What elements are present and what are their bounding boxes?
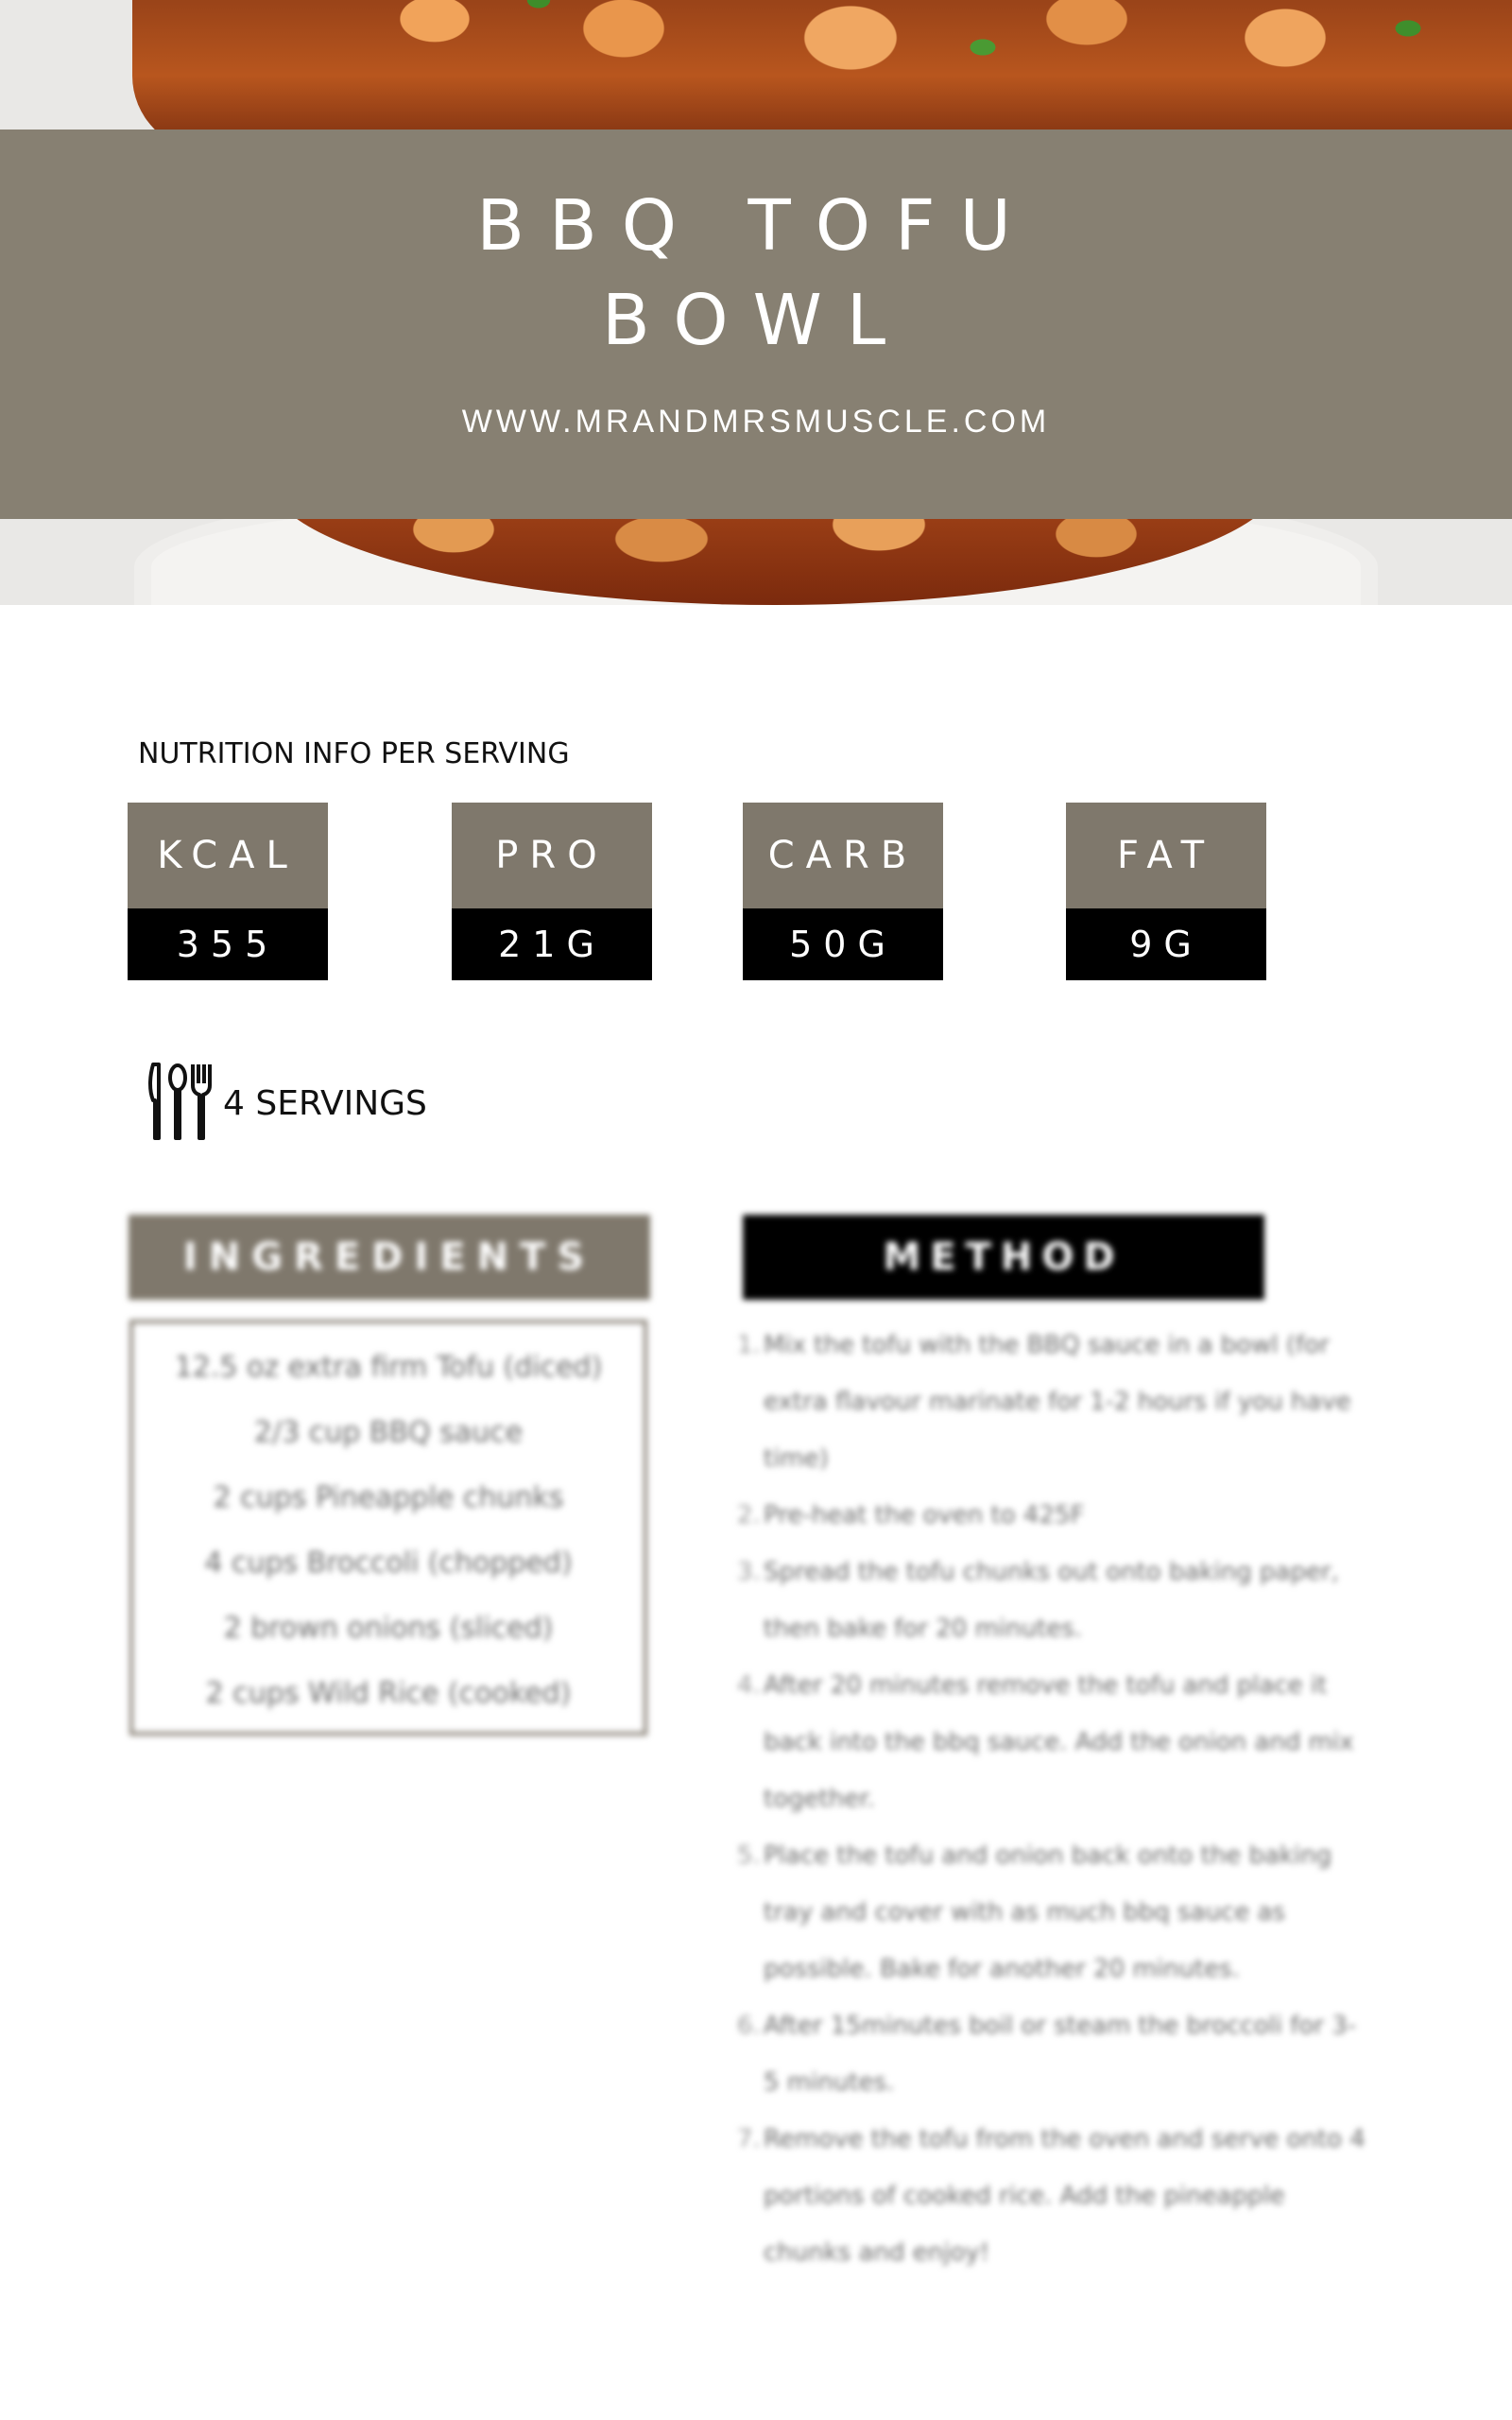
food-photo-top bbox=[132, 0, 1512, 151]
nutrition-fat bbox=[1066, 803, 1266, 980]
ingredient-item: 4 cups Broccoli (chopped) bbox=[204, 1547, 573, 1580]
step-number: 2. bbox=[737, 1501, 761, 1530]
nutrition-label: CARB bbox=[743, 803, 943, 908]
step-text: Place the tofu and onion back onto the baking tray and cover with as much bbq sauce as possible. Bake for another 20 minutes. bbox=[764, 1841, 1332, 1983]
ingredient-item: 2 cups Pineapple chunks bbox=[213, 1481, 564, 1514]
method-step bbox=[737, 1544, 1370, 1657]
step-text: Remove the tofu from the oven and serve onto 4 portions of cooked rice. Add the pineapple chunks and enjoy! bbox=[764, 2125, 1366, 2267]
nutrition-carb bbox=[743, 803, 943, 980]
ingredients-list bbox=[129, 1320, 647, 1736]
ingredient-item: 2/3 cup BBQ sauce bbox=[253, 1416, 524, 1449]
nutrition-value: 21G bbox=[452, 908, 652, 980]
step-number: 6. bbox=[737, 2012, 761, 2040]
cutlery-icon bbox=[146, 1059, 215, 1149]
nutrition-label: KCAL bbox=[128, 803, 328, 908]
step-number: 1. bbox=[737, 1331, 761, 1359]
method-step bbox=[737, 1997, 1370, 2111]
title-band bbox=[0, 130, 1512, 519]
ingredient-item: 2 brown onions (sliced) bbox=[223, 1612, 554, 1645]
nutrition-kcal bbox=[128, 803, 328, 980]
method-step bbox=[737, 2111, 1370, 2281]
website-link[interactable]: WWW.MRANDMRSMUSCLE.COM bbox=[461, 404, 1051, 440]
nutrition-value: 355 bbox=[128, 908, 328, 980]
step-number: 5. bbox=[737, 1841, 761, 1870]
ingredients-heading: INGREDIENTS bbox=[129, 1215, 650, 1300]
hero-food-photo bbox=[0, 0, 1512, 605]
method-step bbox=[737, 1317, 1370, 1487]
nutrition-label: FAT bbox=[1066, 803, 1266, 908]
method-steps bbox=[737, 1317, 1370, 2281]
step-text: Spread the tofu chunks out onto baking paper, then bake for 20 minutes. bbox=[764, 1558, 1339, 1643]
nutrition-protein bbox=[452, 803, 652, 980]
method-heading: METHOD bbox=[743, 1215, 1264, 1300]
step-number: 3. bbox=[737, 1558, 761, 1586]
step-text: After 20 minutes remove the tofu and place it back into the bbq sauce. Add the onion and mix together. bbox=[764, 1671, 1354, 1813]
step-number: 7. bbox=[737, 2125, 761, 2153]
method-step bbox=[737, 1487, 1370, 1544]
servings-count: 4 SERVINGS bbox=[223, 1083, 427, 1123]
ingredient-item: 2 cups Wild Rice (cooked) bbox=[205, 1677, 572, 1710]
method-step bbox=[737, 1827, 1370, 1997]
step-text: Pre-heat the oven to 425F bbox=[764, 1501, 1085, 1530]
step-text: After 15minutes boil or steam the broccoli for 3-5 minutes. bbox=[764, 2012, 1357, 2097]
nutrition-label: PRO bbox=[452, 803, 652, 908]
step-number: 4. bbox=[737, 1671, 761, 1700]
recipe-title: BBQ TOFU BOWL bbox=[476, 185, 1036, 361]
ingredient-item: 12.5 oz extra firm Tofu (diced) bbox=[174, 1351, 603, 1384]
method-step bbox=[737, 1657, 1370, 1827]
servings-row bbox=[146, 1061, 427, 1146]
nutrition-value: 50G bbox=[743, 908, 943, 980]
step-text: Mix the tofu with the BBQ sauce in a bowl (for extra flavour marinate for 1-2 hours if you have time) bbox=[764, 1331, 1351, 1473]
nutrition-value: 9G bbox=[1066, 908, 1266, 980]
nutrition-heading: NUTRITION INFO PER SERVING bbox=[138, 737, 570, 770]
